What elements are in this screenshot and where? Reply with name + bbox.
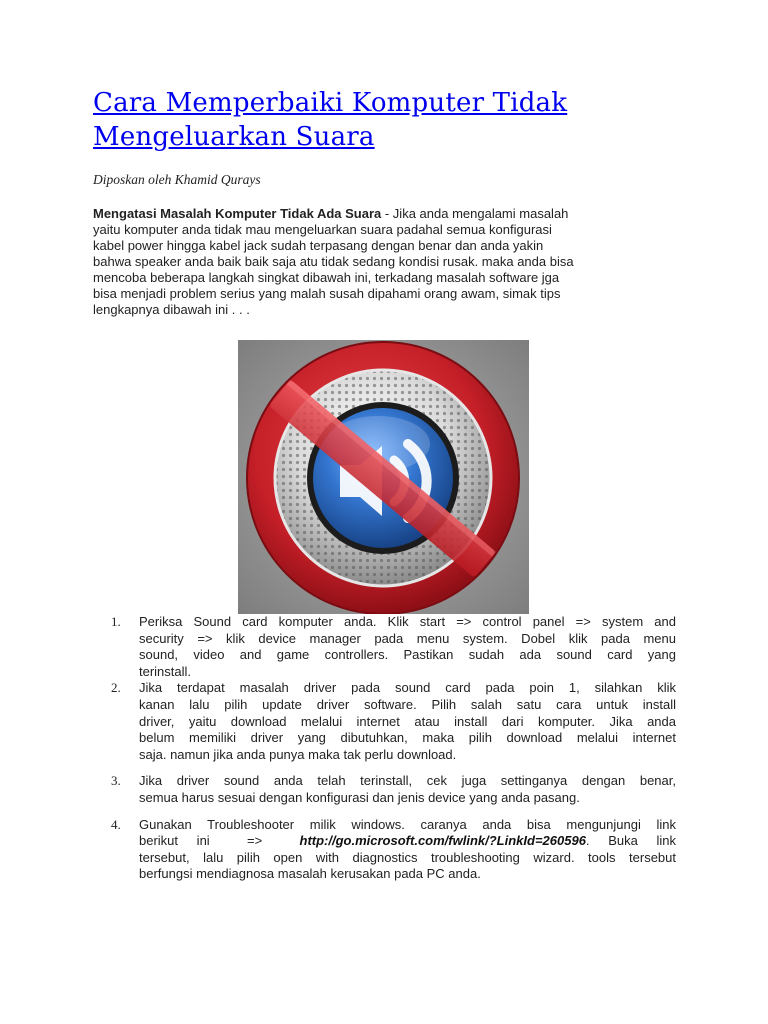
step-line: Jika driver sound anda telah terinstall, cek juga settinganya dengan benar,	[139, 773, 676, 789]
list-spacer	[111, 807, 676, 817]
speaker-muted-icon	[238, 340, 529, 614]
title-line-2[interactable]: Mengeluarkan Suara	[93, 122, 375, 152]
step-line: driver, yaitu download melalui internet atau install dari komputer. Jika anda	[139, 713, 676, 729]
intro-bold-lead: Mengatasi Masalah Komputer Tidak Ada Suara	[93, 206, 382, 221]
step-line: belum memiliki driver yang dibutuhkan, maka pilih download melalui internet	[139, 730, 676, 746]
step-line: Gunakan Troubleshooter milik windows. caranya anda bisa mengunjungi link	[139, 816, 676, 832]
step-number: 3.	[111, 773, 121, 789]
intro-line: lengkapnya dibawah ini . . .	[93, 302, 250, 317]
intro-line	[93, 206, 683, 222]
step-text: berikut ini =>	[139, 833, 300, 849]
step-number: 2.	[111, 680, 121, 696]
step-line: terinstall.	[139, 663, 192, 679]
intro-line-rest: - Jika anda mengalami masalah	[381, 206, 569, 221]
intro-line: bahwa speaker anda baik baik saja atu tidak sedang kondisi rusak. maka anda bisa	[93, 254, 574, 269]
byline: Diposkan oleh Khamid Qurays	[93, 172, 261, 187]
steps-list	[111, 614, 676, 883]
step-line: security => klik device manager pada menu system. Dobel klik pada menu	[139, 630, 676, 646]
intro-line: yaitu komputer anda tidak mau mengeluarkan suara padahal semua konfigurasi	[93, 222, 552, 237]
step-line: Periksa Sound card komputer anda. Klik start => control panel => system and	[139, 614, 676, 629]
step-line	[139, 833, 676, 850]
step-line: semua harus sesuai dengan konfigurasi dan jenis device yang anda pasang.	[139, 789, 580, 805]
intro-line: kabel power hingga kabel jack sudah terpasang dengan benar dan anda yakin	[93, 238, 544, 253]
title-line-1[interactable]: Cara Memperbaiki Komputer Tidak	[93, 88, 568, 118]
step-line: tersebut, lalu pilih open with diagnostics troubleshooting wizard. tools tersebut	[139, 849, 676, 865]
step-number: 4.	[111, 816, 121, 832]
step-text: . Buka link	[585, 833, 676, 849]
step-line: berfungsi mendiagnosa masalah kerusakan pada PC anda.	[139, 866, 481, 882]
step-line: Jika terdapat masalah driver pada sound card pada poin 1, silahkan klik	[139, 680, 676, 696]
step-line: saja. namun jika anda punya maka tak perlu download.	[139, 746, 457, 762]
step-line: kanan lalu pilih update driver software. Pilih salah satu cara untuk install	[139, 696, 676, 712]
troubleshooter-link[interactable]: http://go.microsoft.com/fwlink/?LinkId=260596	[299, 833, 586, 849]
muted-speaker-image	[238, 340, 529, 614]
intro-paragraph	[93, 206, 683, 318]
list-spacer	[111, 763, 676, 773]
article-title-link[interactable]	[93, 86, 693, 154]
list-item	[111, 817, 676, 883]
step-line: sound, video and game controllers. Pastikan sudah ada sound card yang	[139, 647, 676, 663]
intro-line: bisa menjadi problem serius yang malah susah dipahami orang awam, simak tips	[93, 286, 561, 301]
list-item	[111, 614, 676, 680]
list-item	[111, 680, 676, 763]
list-item	[111, 773, 676, 806]
step-number: 1.	[111, 614, 121, 629]
intro-line: mencoba beberapa langkah singkat dibawah ini, terkadang masalah software jga	[93, 270, 560, 285]
